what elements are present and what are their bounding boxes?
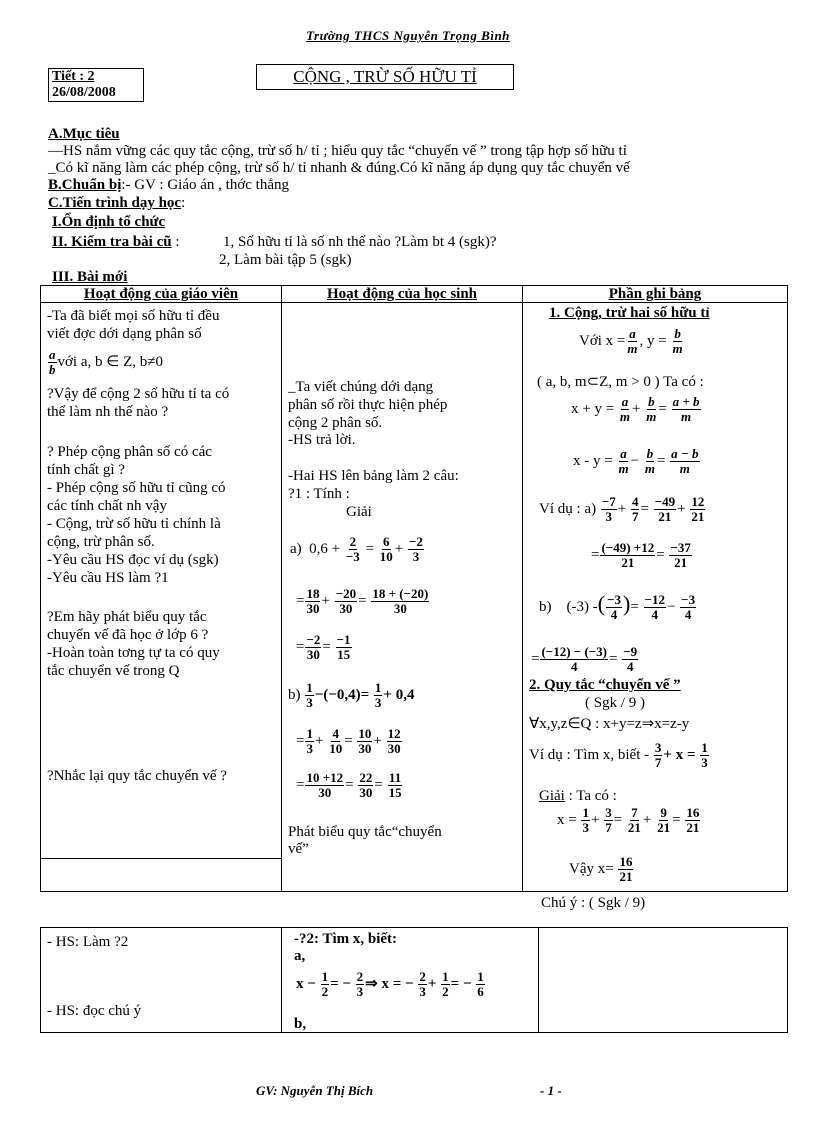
board-example-a1: Ví dụ : a) $\frac{-7}{3}$ + $\frac{4}{7}$ = $\frac{-49}{21}$ + $\frac{12}{21}$ [539,494,705,524]
fraction: $\frac{b}{m}$ [646,394,657,424]
fraction: $\frac{3}{7}$ [654,740,662,770]
fraction: $\frac{2}{-3}$ [345,534,360,564]
table-header-row [41,286,788,303]
fraction: $\frac{1}{2}$ [321,969,329,999]
board-example-b1: b) (-3) -( $\frac{-3}{4}$ )= $\frac{-12}{4}$ − $\frac{-3}{4}$ [539,590,696,622]
student-line: -Hai HS lên bảng làm 2 câu: [288,468,459,484]
fraction: $\frac{6}{10}$ [379,534,393,564]
footer-page: - 1 - [540,1083,562,1098]
section-ii-title: II. Kiểm tra bài cũ [52,234,172,250]
teacher-line: - Cộng, trừ số hữu tỉ chính là [47,516,221,532]
teacher-line: ? Phép cộng phân số có các [47,444,212,460]
bottom-board [539,928,788,1033]
student-line: _Ta viết chúng dới dạng [288,379,434,395]
bottom-student [282,928,539,1033]
teacher-line: ?Vậy để cộng 2 số hữu tỉ ta có [47,386,230,402]
fraction: $\frac{2}{3}$ [356,969,364,999]
fraction: $\frac{11}{15}$ [388,770,402,800]
student-line: cộng 2 phân số. [288,415,383,431]
fraction: $\frac{1}{3}$ [306,726,313,756]
section-b-text: :- GV : Giáo án , thớc thẳng [121,177,289,193]
fraction: $\frac{1}{3}$ [582,805,589,835]
fraction: $\frac{-49}{21}$ [654,494,676,524]
teacher-line: - Phép cộng số hữu tỉ cũng có [47,480,226,496]
student-eq-a3: = $\frac{-2}{30}$ = $\frac{-1}{15}$ [296,632,351,662]
fraction: $\frac{16}{21}$ [686,805,700,835]
bottom-teacher [41,928,282,1033]
fraction: $\frac{4}{7}$ [631,494,639,524]
bottom-student-title: -?2: Tìm x, biết: [294,931,398,947]
bottom-table [40,927,788,1033]
teacher-line: -Ta đã biết mọi số hữu tỉ đều [47,308,220,324]
student-column [282,303,523,892]
fraction: $\frac{a}{m}$ [619,394,631,424]
bottom-row [41,928,788,1033]
board-sgk: ( Sgk / 9 ) [585,695,645,711]
fraction: $\frac{a + b}{m}$ [672,394,700,424]
board-diff-formula: x - y = $\frac{a}{m}$ − $\frac{b}{m}$ = $\frac{a - b}{m}$ [573,446,699,476]
fraction: $\frac{-20}{30}$ [335,586,357,616]
fraction: $\frac{-7}{3}$ [601,494,616,524]
teacher-line: -Hoàn toàn tơng tự ta có quy [47,645,220,661]
fraction: $\frac{-37}{21}$ [670,540,691,570]
section-c: C.Tiến trình dạy học: [48,195,186,211]
fraction: $\frac{1}{3}$ [374,680,382,710]
fraction: $\frac{-3}{4}$ [607,592,621,622]
section-a-line2: _Có kĩ năng làm các phép cộng, trừ số h/ tỉ nhanh & đúng.Có kĩ năng áp dụng quy tắc chuyển vế [48,160,630,176]
lesson-period: Tiết : 2 [52,69,95,84]
student-line: vế” [288,841,309,857]
section-a-title: A.Mục tiêu [48,126,120,142]
fraction: $\frac{1}{3}$ [701,740,708,770]
bottom-student-b: b, [294,1016,307,1032]
teacher-line: -Yêu cầu HS làm ?1 [47,570,169,586]
section-i-title: I.Ổn định tổ chức [52,214,166,230]
section-ii-q2: 2, Làm bài tập 5 (sgk) [219,252,352,268]
section-c-title: C.Tiến trình dạy học [48,195,182,211]
student-line: -HS trả lời. [288,432,356,448]
fraction: $\frac{-2}{30}$ [306,632,321,662]
teacher-line: các tính chất nh vậy [47,498,167,514]
board-solution-label: Giải : Ta có : [539,788,617,804]
student-eq-b3: = $\frac{10 +12}{30}$ = $\frac{22}{30}$ = $\frac{11}{15}$ [296,770,402,800]
fraction: $\frac{1}{2}$ [442,969,449,999]
fraction-a-b: $\frac{a}{b}$ [49,347,56,378]
fraction: $\frac{18 + (-20)}{30}$ [372,586,429,616]
bottom-teacher-line: - HS: đọc chú ý [47,1003,142,1019]
fraction: $\frac{10}{30}$ [358,726,372,756]
lesson-box [48,68,144,102]
fraction: $\frac{1}{6}$ [477,969,484,999]
fraction: $\frac{9}{21}$ [657,805,671,835]
teacher-line: cộng, trừ phân số. [47,534,155,550]
board-column [523,303,788,892]
header-student: Hoạt động của học sinh [282,286,523,303]
fraction: $\frac{-1}{15}$ [336,632,351,662]
student-eq-b2: = $\frac{1}{3}$ + $\frac{4}{10}$ = $\frac{10}{30}$ + $\frac{12}{30}$ [296,726,401,756]
board-section2-title: 2. Quy tắc “chuyển vế ” [529,677,681,693]
fraction: $\frac{-9}{4}$ [623,644,638,674]
fraction: $\frac{4}{10}$ [329,726,343,756]
board-condition: ( a, b, m⊂Z, m > 0 ) Ta có : [537,374,704,390]
fraction: $\frac{-3}{4}$ [681,592,696,622]
fraction: $\frac{3}{7}$ [605,805,612,835]
board-with-xy: Với x = $\frac{a}{m}$ , y = $\frac{b}{m}$ [579,326,683,356]
fraction: $\frac{16}{21}$ [619,854,633,884]
fraction: $\frac{-2}{3}$ [408,534,423,564]
student-line: Phát biểu quy tắc“chuyển [288,824,442,840]
teacher-line: ?Nhắc lại quy tắc chuyển vế ? [47,768,227,784]
fraction: $\frac{b}{m}$ [644,446,655,476]
bottom-student-eq: x − $\frac{1}{2}$ = − $\frac{2}{3}$ ⇒ x = − $\frac{2}{3}$ + $\frac{1}{2}$ = − $\frac{1}{6}$ [296,969,484,999]
fraction: $\frac{(-12) - (-3)}{4}$ [541,644,608,674]
teacher-column [41,303,282,892]
lesson-table [40,285,788,892]
teacher-fraction-line: $\frac{a}{b}$ với a, b ∈ Z, b≠0 [49,347,163,378]
table-body-row [41,303,788,892]
fraction: $\frac{1}{3}$ [306,680,313,710]
fraction: $\frac{7}{21}$ [627,805,641,835]
fraction: $\frac{a}{m}$ [627,326,638,356]
lesson-date: 26/08/2008 [52,85,116,100]
fraction: $\frac{-12}{4}$ [644,592,665,622]
teacher-divider [41,858,281,859]
section-ii: II. Kiểm tra bài cũ : [52,234,180,250]
fraction: $\frac{10 +12}{30}$ [306,770,344,800]
board-rule: ∀x,y,z∈Q : x+y=z⇒x=z-y [529,716,690,732]
header-teacher: Hoạt động của giáo viên [41,286,282,303]
student-line: ?1 : Tính : [288,486,350,502]
student-eq-a2: = $\frac{18}{30}$ + $\frac{-20}{30}$ = $\frac{18 + (-20)}{30}$ [296,586,429,616]
section-a-line1: —HS nắm vững các quy tắc cộng, trừ số h/ tỉ ; hiểu quy tắc “chuyển vế ” trong tập hợp số hữu tỉ [48,143,627,159]
section-ii-q1: 1, Số hữu tỉ là số nh thế nào ?Làm bt 4 (sgk)? [223,234,497,250]
fraction: $\frac{a}{m}$ [618,446,629,476]
fraction: $\frac{22}{30}$ [359,770,373,800]
section-iii-title: III. Bài mới [52,269,128,285]
board-answer: Vậy x= $\frac{16}{21}$ [569,854,633,884]
teacher-line: -Yêu cầu HS đọc ví dụ (sgk) [47,552,219,568]
section-b-title: B.Chuẩn bị [48,177,122,193]
lesson-title: CỘNG , TRỪ SỐ HỮU TỈ [256,64,514,90]
student-giai: Giải [346,504,372,520]
board-solution-eq: x = $\frac{1}{3}$ + $\frac{3}{7}$ = $\frac{7}{21}$ + $\frac{9}{21}$ = $\frac{16}{21}$ [557,805,700,835]
board-section1-title: 1. Cộng, trừ hai số hữu tỉ [549,305,710,321]
teacher-line: viết đợc dới dạng phân số [47,326,202,342]
teacher-line: tắc chuyển vế trong Q [47,663,180,679]
fraction: $\frac{12}{30}$ [387,726,401,756]
fraction: $\frac{b}{m}$ [672,326,683,356]
student-eq-b1: b) $\frac{1}{3}$ −(−0,4)= $\frac{1}{3}$ + 0,4 [288,680,415,710]
bottom-student-a: a, [294,948,306,964]
fraction: $\frac{(-49) +12}{21}$ [601,540,655,570]
header-board: Phần ghi bảng [523,286,788,303]
student-eq-a1: a) 0,6 + $\frac{2}{-3}$ = $\frac{6}{10}$ + $\frac{-2}{3}$ [290,534,423,564]
bottom-teacher-line: - HS: Làm ?2 [47,934,129,950]
footer-author: GV: Nguyễn Thị Bích [256,1083,374,1098]
board-example2: Ví dụ : Tìm x, biết - $\frac{3}{7}$ + x = $\frac{1}{3}$ [529,740,708,770]
teacher-line: thể làm nh thế nào ? [47,404,169,420]
fraction: $\frac{12}{21}$ [691,494,705,524]
board-note: Chú ý : ( Sgk / 9) [541,895,646,911]
fraction: $\frac{a - b}{m}$ [671,446,699,476]
student-line: phân số rồi thực hiện phép [288,397,448,413]
fraction: $\frac{2}{3}$ [419,969,426,999]
board-example-a2: = $\frac{(-49) +12}{21}$ = $\frac{-37}{21}$ [591,540,691,570]
school-header: Trường THCS Nguyễn Trọng Bình [306,28,510,43]
board-sum-formula: x + y = $\frac{a}{m}$ + $\frac{b}{m}$ = $\frac{a + b}{m}$ [571,394,700,424]
teacher-line: tính chất gì ? [47,462,125,478]
fraction: $\frac{18}{30}$ [306,586,320,616]
section-b [48,177,289,193]
teacher-line: ?Em hãy phát biểu quy tắc [47,609,207,625]
board-example-b2: = $\frac{(-12) - (-3)}{4}$ = $\frac{-9}{4}$ [531,644,638,674]
teacher-line: chuyển vế đã học ở lớp 6 ? [47,627,209,643]
